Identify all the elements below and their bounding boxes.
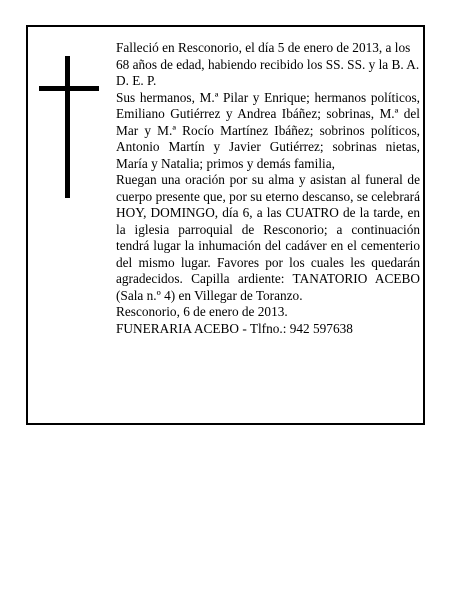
funeral-details: Ruegan una oración por su alma y asistan al funeral de cuerpo presente que, por su eterno descanso, se celebrará HOY, DOMINGO, día 6, a las CUATRO de la tarde, en la iglesia parroquial de Resconorio; a continuación tendrá lugar la inhumación del cadáver en el cementerio del mismo lugar. Favores por los cuales les quedarán agradecidos. Capilla ardiente: TANATORIO ACEBO (Sala n.º 4) en Villegar de Toranzo. — [116, 172, 420, 303]
obituary-notice — [26, 25, 425, 425]
place-date: Resconorio, 6 de enero de 2013. — [116, 304, 288, 319]
family-list: Sus hermanos, M.ª Pilar y Enrique; hermanos políticos, Emiliano Gutiérrez y Andrea Ibáñez; sobrinas, M.ª del Mar y M.ª Rocío Martínez Ibáñez; sobrinos políticos, Antonio Martín y Javier Gutiérrez; sobrinas nietas, María y Natalia; primos y demás familia, — [116, 89, 420, 171]
funeral-home-contact: FUNERARIA ACEBO - Tlfno.: 942 597638 — [116, 320, 353, 336]
cross-vertical-bar — [65, 56, 70, 198]
death-announcement: Falleció en Resconorio, el día 5 de enero de 2013, a los 68 años de edad, habiendo recibido los SS. SS. y la B. A. — [116, 40, 420, 72]
cross-horizontal-bar — [39, 86, 99, 91]
latin-cross-icon — [39, 56, 99, 198]
rip-abbreviation: D. E. P. — [116, 73, 157, 88]
notice-body — [116, 40, 420, 337]
